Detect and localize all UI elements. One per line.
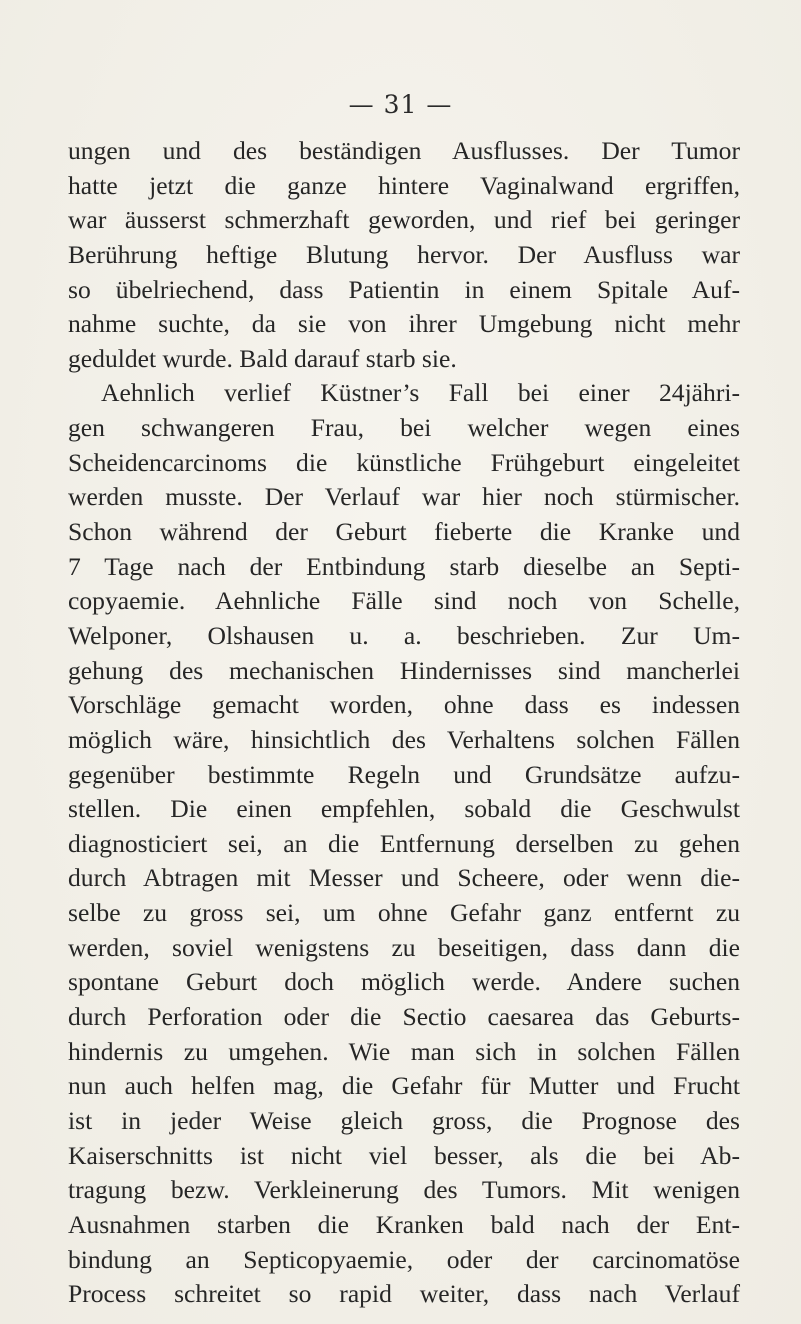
text-line: werden, soviel wenigstens zu beseitigen, dass dann die bbox=[68, 932, 740, 962]
text-line: Kaiserschnitts ist nicht viel besser, als die bei Ab- bbox=[68, 1140, 740, 1170]
body-text bbox=[68, 134, 740, 1312]
text-line: Aehnlich verlief Küstner’s Fall bei einer 24jähri- bbox=[101, 378, 740, 408]
text-line: so übelriechend, dass Patientin in einem Spitale Auf- bbox=[68, 274, 740, 304]
text-line: möglich wäre, hinsichtlich des Verhaltens solchen Fällen bbox=[68, 724, 740, 754]
text-line: bindung an Septicopyaemie, oder der carcinomatöse bbox=[68, 1244, 740, 1274]
text-line: durch Perforation oder die Sectio caesarea das Geburts- bbox=[68, 1002, 740, 1032]
text-line: geduldet wurde. Bald darauf starb sie. bbox=[68, 343, 457, 373]
text-line: durch Abtragen mit Messer und Scheere, oder wenn die- bbox=[68, 863, 740, 893]
text-line: Welponer, Olshausen u. a. beschrieben. Zur Um- bbox=[68, 620, 740, 650]
text-line: Process schreitet so rapid weiter, dass nach Verlauf bbox=[68, 1279, 740, 1309]
text-line: nahme suchte, da sie von ihrer Umgebung nicht mehr bbox=[68, 309, 740, 339]
text-line: nun auch helfen mag, die Gefahr für Mutter und Frucht bbox=[68, 1071, 740, 1101]
text-line: stellen. Die einen empfehlen, sobald die Geschwulst bbox=[68, 794, 740, 824]
text-line: gegenüber bestimmte Regeln und Grundsätze aufzu- bbox=[68, 759, 740, 789]
page-number: — 31 — bbox=[348, 90, 453, 119]
text-line: ist in jeder Weise gleich gross, die Prognose des bbox=[68, 1105, 740, 1135]
text-line: Ausnahmen starben die Kranken bald nach der Ent- bbox=[68, 1209, 740, 1239]
text-line: Vorschläge gemacht worden, ohne dass es indessen bbox=[68, 690, 740, 720]
text-line: gen schwangeren Frau, bei welcher wegen eines bbox=[68, 413, 740, 443]
text-line: 7 Tage nach der Entbindung starb dieselbe an Septi- bbox=[68, 551, 740, 581]
text-line: werden musste. Der Verlauf war hier noch stürmischer. bbox=[68, 482, 740, 512]
text-line: selbe zu gross sei, um ohne Gefahr ganz entfernt zu bbox=[68, 898, 740, 928]
text-line: hatte jetzt die ganze hintere Vaginalwand ergriffen, bbox=[68, 170, 740, 200]
text-line: Schon während der Geburt fieberte die Kranke und bbox=[68, 517, 740, 547]
text-line: Scheidencarcinoms die künstliche Frühgeburt eingeleitet bbox=[68, 447, 740, 477]
text-line: diagnosticiert sei, an die Entfernung derselben zu gehen bbox=[68, 828, 740, 858]
text-line: tragung bezw. Verkleinerung des Tumors. Mit wenigen bbox=[68, 1175, 740, 1205]
text-line: ungen und des beständigen Ausflusses. Der Tumor bbox=[68, 136, 740, 165]
text-line: hindernis zu umgehen. Wie man sich in solchen Fällen bbox=[68, 1036, 740, 1066]
text-line: war äusserst schmerzhaft geworden, und rief bei geringer bbox=[68, 205, 740, 235]
text-line: copyaemie. Aehnliche Fälle sind noch von Schelle, bbox=[68, 586, 740, 616]
text-line: Berührung heftige Blutung hervor. Der Ausfluss war bbox=[68, 239, 740, 269]
text-line: spontane Geburt doch möglich werde. Andere suchen bbox=[68, 967, 740, 997]
text-line: gehung des mechanischen Hindernisses sind mancherlei bbox=[68, 655, 740, 685]
